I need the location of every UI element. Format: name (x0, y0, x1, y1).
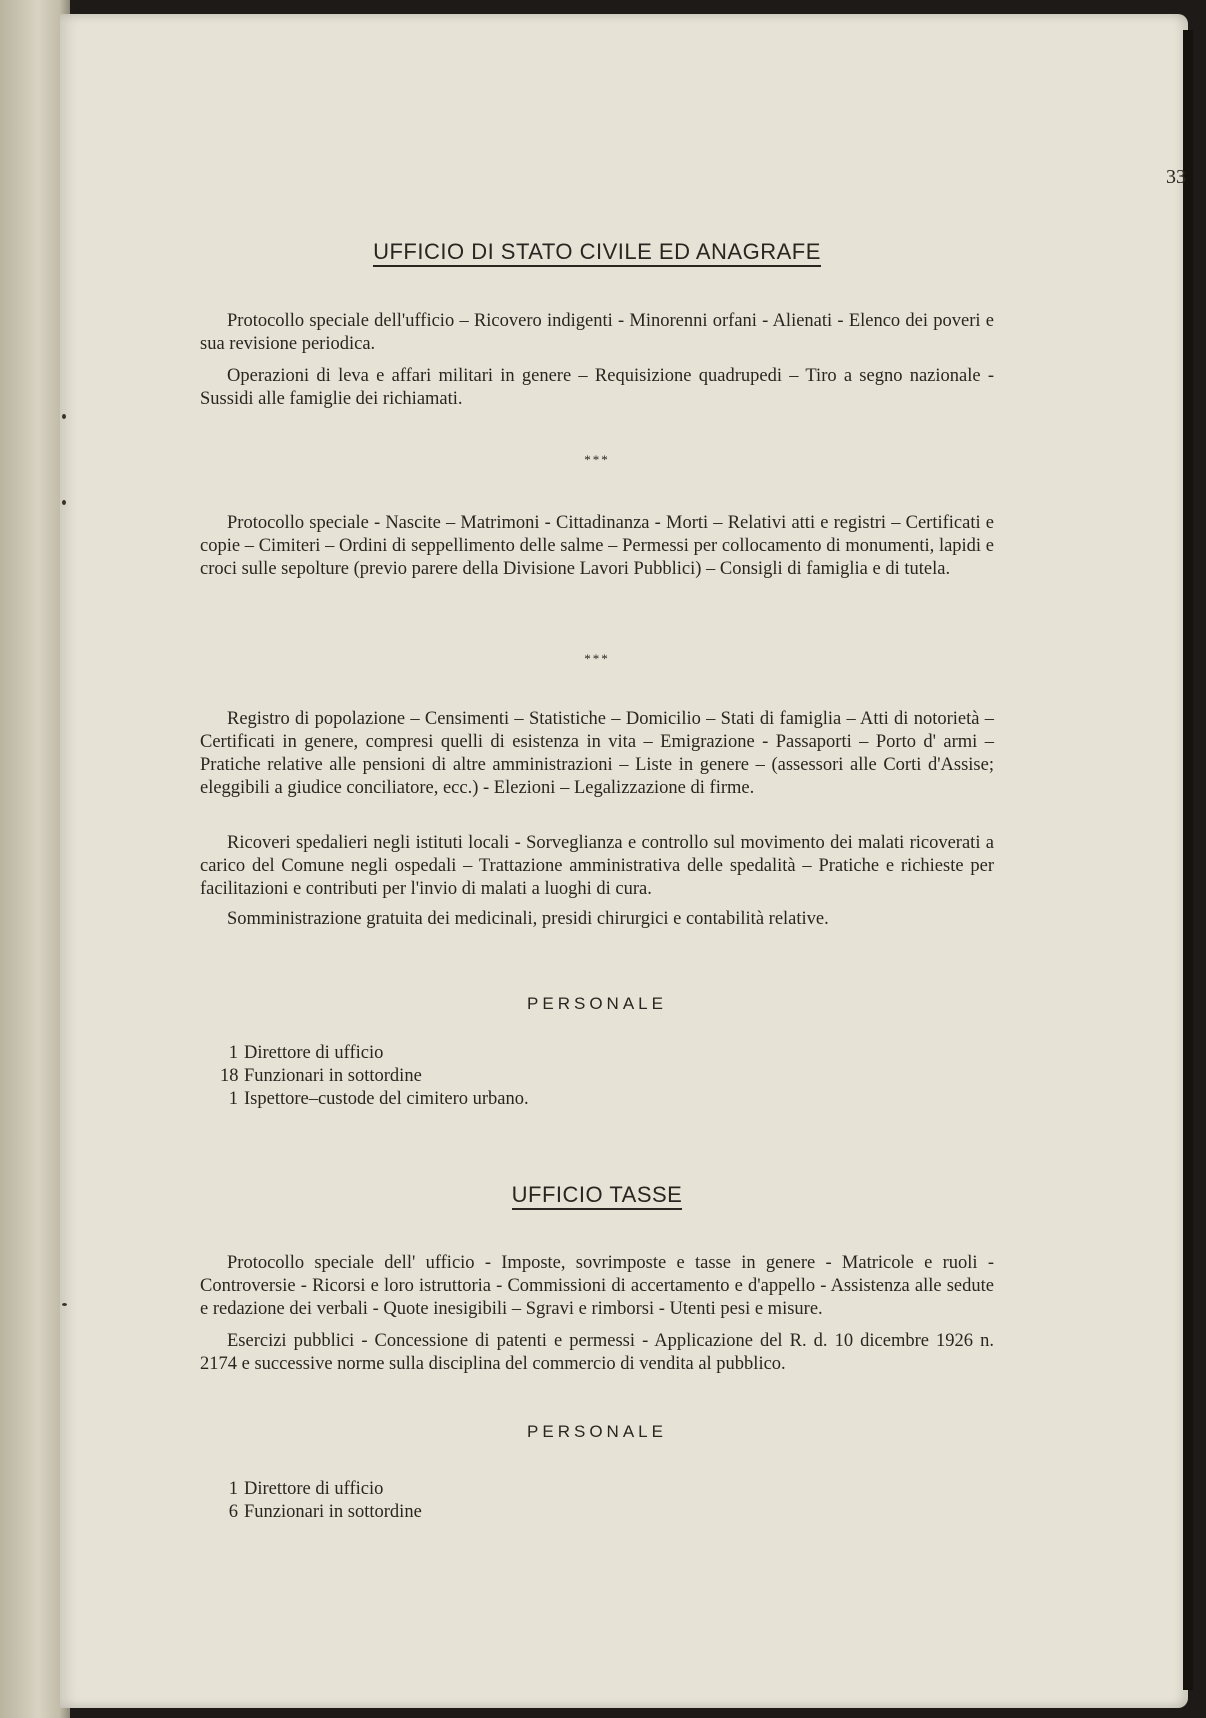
staff-item: 1 Ispettore–custode del cimitero urbano. (228, 1089, 529, 1109)
paragraph: Registro di popolazione – Censimenti – Statistiche – Domicilio – Stati di famiglia – Atti di notorietà – Certificati in genere, compresi quelli di esistenza in vita – Emigrazione - Passaporti – Porto d' armi – Pratiche relative alle pensioni di altre amministrazioni – Liste in genere – (assessori alle Corti d'Assise; eleggibili a giudice conciliatore, ecc.) - Elezioni – Legalizzazione di firme. (200, 709, 994, 798)
staff-item: 18 Funzionari in sottordine (220, 1066, 422, 1086)
page-edge-shadow (1183, 30, 1193, 1690)
paragraph: Somministrazione gratuita dei medicinali, presidi chirurgici e contabilità relative. (227, 909, 829, 929)
paragraph: Ricoveri spedalieri negli istituti locali - Sorveglianza e controllo sul movimento dei malati ricoverati a carico del Comune negli ospedali – Trattazione amministrativa delle spedalità – Pratiche e richieste per facilitazioni e contributi per l'invio di malati a luoghi di cura. (200, 833, 994, 899)
staff-item: 6 Funzionari in sottordine (228, 1502, 422, 1522)
personale-label: PERSONALE (527, 994, 667, 1013)
staff-list (220, 1042, 529, 1111)
page-number: 33 (1166, 166, 1186, 188)
margin-speck (62, 414, 66, 419)
paragraph: Operazioni di leva e affari militari in genere – Requisizione quadrupedi – Tiro a segno nazionale - Sussidi alle famiglie dei richiamati. (200, 366, 994, 409)
personale-label: PERSONALE (527, 1422, 667, 1441)
paragraph: Esercizi pubblici - Concessione di patenti e permessi - Applicazione del R. d. 10 dicembre 1926 n. 2174 e successive norme sulla disciplina del commercio di vendita al pubblico. (200, 1331, 994, 1374)
section-separator: *** (584, 651, 610, 666)
section-title-stato-civile: UFFICIO DI STATO CIVILE ED ANAGRAFE (200, 240, 994, 263)
margin-speck (62, 1303, 67, 1306)
paragraph: Protocollo speciale - Nascite – Matrimoni - Cittadinanza - Morti – Relativi atti e registri – Certificati e copie – Cimiteri – Ordini di seppellimento delle salme – Permessi per collocamento di monumenti, lapidi e croci sulle sepolture (previo parere della Divisione Lavori Pubblici) – Consigli di famiglia e di tutela. (200, 513, 994, 579)
margin-speck (62, 500, 66, 505)
page-content (200, 0, 1186, 1718)
staff-list (220, 1478, 422, 1524)
section-title-tasse: UFFICIO TASSE (200, 1183, 994, 1206)
staff-item: 1 Direttore di ufficio (228, 1479, 384, 1499)
paragraph: Protocollo speciale dell'ufficio – Ricovero indigenti - Minorenni orfani - Alienati - Elenco dei poveri e sua revisione periodica. (200, 311, 994, 354)
staff-item: 1 Direttore di ufficio (228, 1043, 384, 1063)
paragraph: Protocollo speciale dell' ufficio - Imposte, sovrimposte e tasse in genere - Matricole e ruoli - Controversie - Ricorsi e loro istruttoria - Commissioni di accertamento e d'appello - Assistenza alle sedute e redazione dei verbali - Quote inesigibili – Sgravi e rimborsi - Utenti pesi e misure. (200, 1253, 994, 1319)
section-separator: *** (584, 452, 610, 467)
